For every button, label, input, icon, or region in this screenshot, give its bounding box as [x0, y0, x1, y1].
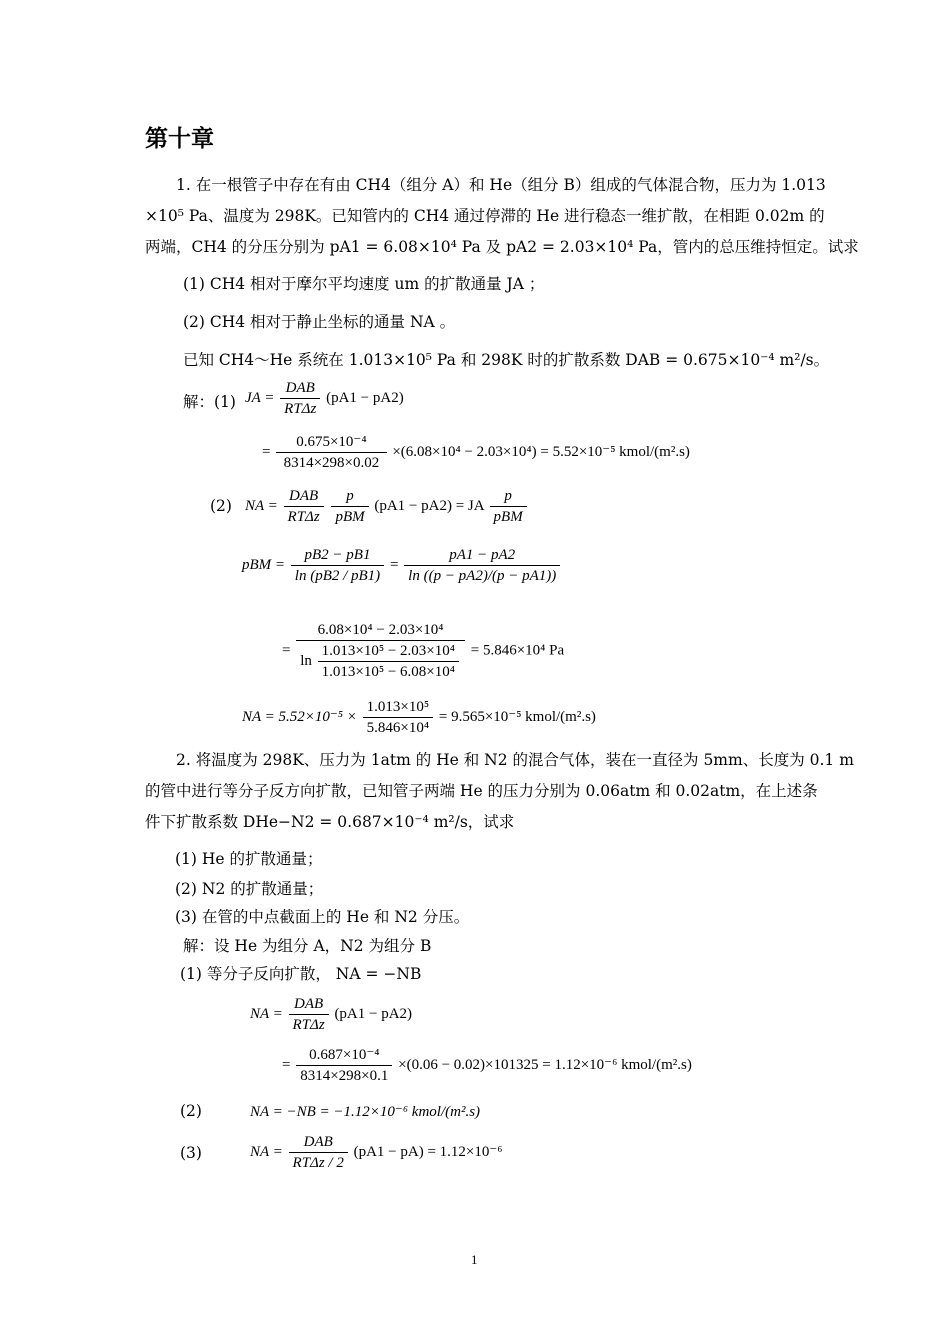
sol1-pbm-den1: ln (pB2 / pB1)	[294, 568, 381, 584]
q1-line3: 两端，CH4 的分压分别为 pA1 = 6.08×10⁴ Pa 及 pA2 = 2.03×10⁴ Pa，管内的总压维持恒定。试求	[145, 238, 859, 256]
chapter-title: 第十章	[145, 126, 214, 152]
sol1-eq2-rhs: ×(6.08×10⁴ − 2.03×10⁴) = 5.52×10⁻⁵ kmol/(m².s)	[392, 443, 690, 460]
sol1-eq3-lhs: NA =	[245, 497, 278, 514]
sol2-eq4	[250, 1132, 503, 1173]
sol1-eq2: = $\frac{\text{0.675×10⁻⁴}}{8314\times 298\times 0.02}$ ×(6.08×10⁴ − 2.03×10⁴) = 5.52×10⁻⁵ kmol/(m².s)	[262, 434, 690, 471]
sol2-eq4-den: RTΔz / 2	[292, 1155, 344, 1171]
sol1-eq4-den	[296, 641, 465, 682]
q2-sub2: (2) N2 的扩散通量；	[175, 880, 324, 898]
sol2-eq4-lhs: NA =	[250, 1143, 283, 1160]
sol1-eq3-num: DAB	[284, 486, 324, 507]
sol2-eq4-num: DAB	[289, 1132, 348, 1153]
q1-line1: 1. 在一根管子中存在有由 CH4（组分 A）和 He（组分 B）组成的气体混合物，压力为 1.013	[176, 176, 826, 194]
q2-line1: 2. 将温度为 298K、压力为 1atm 的 He 和 N2 的混合气体，装在一直径为 5mm、长度为 0.1 m	[176, 751, 854, 769]
sol1-eq2-frac	[276, 432, 386, 473]
sol1-eq4-inner-frac	[318, 641, 459, 682]
sol1-eq5-rhs: = 9.565×10⁻⁵ kmol/(m².s)	[438, 708, 596, 725]
sol2-eq4-frac	[289, 1132, 348, 1173]
sol1-pbm-frac1	[291, 545, 384, 586]
sol1-eq1-den: RTΔz	[284, 401, 317, 417]
sol1-eq3-p-num: p	[331, 486, 368, 507]
sol2-eq2: = $\frac{\text{0.687×10⁻⁴}}{8314\times 298\times 0.1}$ ×(0.06 − 0.02)×101325 = 1.12×10⁻⁶ kmol/(m².s)	[282, 1047, 692, 1084]
sol1-eq3	[245, 486, 529, 527]
sol1-eq4-ln: ln	[300, 652, 312, 669]
sol1-pbm-den2: ln ((p − pA2)/(p − pA1))	[408, 568, 557, 584]
sol1-eq4-inner-num: 1.013×10⁵ − 2.03×10⁴	[318, 641, 459, 662]
sol2-eq1-num: DAB	[289, 994, 329, 1015]
sol2-eq1-rhs: (pA1 − pA2)	[334, 1005, 413, 1022]
sol1-pbm-num2: pA1 − pA2	[404, 545, 560, 566]
sol2-eq1-den: RTΔz	[292, 1017, 325, 1033]
sol1-eq1	[245, 378, 404, 419]
sol1-eq4: = 6.08×10⁴ − 2.03×10⁴ ln $\frac{\text{1.013×10⁵ − 2.03×10⁴}}{\text{1.013×10⁵ − 6.08×10⁴}}$ = 5.846×10⁴ Pa	[282, 622, 565, 680]
sol1-eq1-rhs: (pA1 − pA2)	[326, 389, 404, 406]
sol2-eq1-frac	[289, 994, 329, 1035]
sol1-eq5-lhs: NA = 5.52×10⁻⁵ ×	[242, 708, 357, 725]
q1-given: 已知 CH4～He 系统在 1.013×10⁵ Pa 和 298K 时的扩散系数 DAB = 0.675×10⁻⁴ m²/s。	[183, 351, 830, 369]
sol1-eq1-num: DAB	[280, 378, 320, 399]
sol2-eq3: NA = −NB = −1.12×10⁻⁶ kmol/(m².s)	[250, 1104, 481, 1120]
sol2-label2: (2)	[180, 1102, 202, 1120]
sol1-label1: 解：(1)	[183, 393, 236, 411]
sol2-label3: (3)	[180, 1144, 202, 1162]
sol1-eq4-inner-den: 1.013×10⁵ − 6.08×10⁴	[321, 664, 455, 680]
sol1-eq5-frac	[363, 697, 433, 738]
sol2-intro: 解：设 He 为组分 A，N2 为组分 B	[183, 937, 432, 955]
sol2-eq1-lhs: NA =	[250, 1005, 283, 1022]
sol1-eq3-frac1	[284, 486, 324, 527]
q2-sub1: (1) He 的扩散通量；	[175, 850, 323, 868]
sol2-eq2-den: 8314×298×0.1	[300, 1068, 389, 1084]
sol2-eq1	[250, 994, 412, 1035]
sol1-pbm-num1: pB2 − pB1	[291, 545, 384, 566]
sol1-eq1-lhs: JA =	[245, 389, 275, 406]
q1-sub1: (1) CH4 相对于摩尔平均速度 um 的扩散通量 JA ；	[183, 275, 545, 293]
sol1-eq2-den: 8314×298×0.02	[283, 455, 380, 471]
sol2-eq2-rhs: ×(0.06 − 0.02)×101325 = 1.12×10⁻⁶ kmol/(m².s)	[398, 1056, 692, 1073]
sol1-pbm-lhs: pBM =	[242, 556, 286, 573]
sol1-eq5	[242, 697, 596, 738]
sol1-pbm-frac2	[404, 545, 560, 586]
sol1-eq5-den: 5.846×10⁴	[366, 720, 430, 736]
q2-sub3: (3) 在管的中点截面上的 He 和 N2 分压。	[175, 908, 470, 926]
sol2-eq4-rhs: (pA1 − pA) = 1.12×10⁻⁶	[353, 1143, 503, 1160]
sol1-eq3-frac2	[331, 486, 368, 527]
sol1-eq2-num: 0.675×10⁻⁴	[276, 432, 386, 453]
sol1-eq3-frac3	[490, 486, 527, 527]
sol1-eq4-num: 6.08×10⁴ − 2.03×10⁴	[296, 620, 465, 641]
q1-line2: ×10⁵ Pa、温度为 298K。已知管内的 CH4 通过停滞的 He 进行稳态一维扩散，在相距 0.02m 的	[145, 207, 825, 225]
sol1-pbm: pBM = $\frac{pB2 - pB1}{\ln (pB2 / pB1)}$ = $\frac{pA1 - pA2}{\ln ((p - pA2)/(p - pA1))}$	[242, 545, 562, 586]
q2-line2: 的管中进行等分子反方向扩散，已知管子两端 He 的压力分别为 0.06atm 和 0.02atm，在上述条	[145, 782, 818, 800]
sol1-eq3-p2-num: p	[490, 486, 527, 507]
sol2-eq2-frac	[296, 1045, 392, 1086]
sol2-eq2-num: 0.687×10⁻⁴	[296, 1045, 392, 1066]
sol2-part1: (1) 等分子反向扩散， NA = −NB	[180, 965, 422, 983]
q2-line3: 件下扩散系数 DHe−N2 = 0.687×10⁻⁴ m²/s，试求	[145, 813, 515, 831]
sol1-eq4-frac	[296, 620, 465, 682]
page-number: 1	[471, 1252, 478, 1267]
sol1-eq4-rhs: = 5.846×10⁴ Pa	[470, 642, 565, 659]
sol1-eq3-mid: (pA1 − pA2) = JA	[374, 497, 484, 514]
sol1-eq5-num: 1.013×10⁵	[363, 697, 433, 718]
q1-sub2: (2) CH4 相对于静止坐标的通量 NA 。	[183, 313, 456, 331]
sol1-label2: (2)	[210, 497, 232, 515]
sol1-eq3-p-den: pBM	[335, 509, 365, 525]
sol1-eq1-frac	[280, 378, 320, 419]
sol1-eq3-p2-den: pBM	[493, 509, 523, 525]
sol1-eq3-den: RTΔz	[287, 509, 320, 525]
